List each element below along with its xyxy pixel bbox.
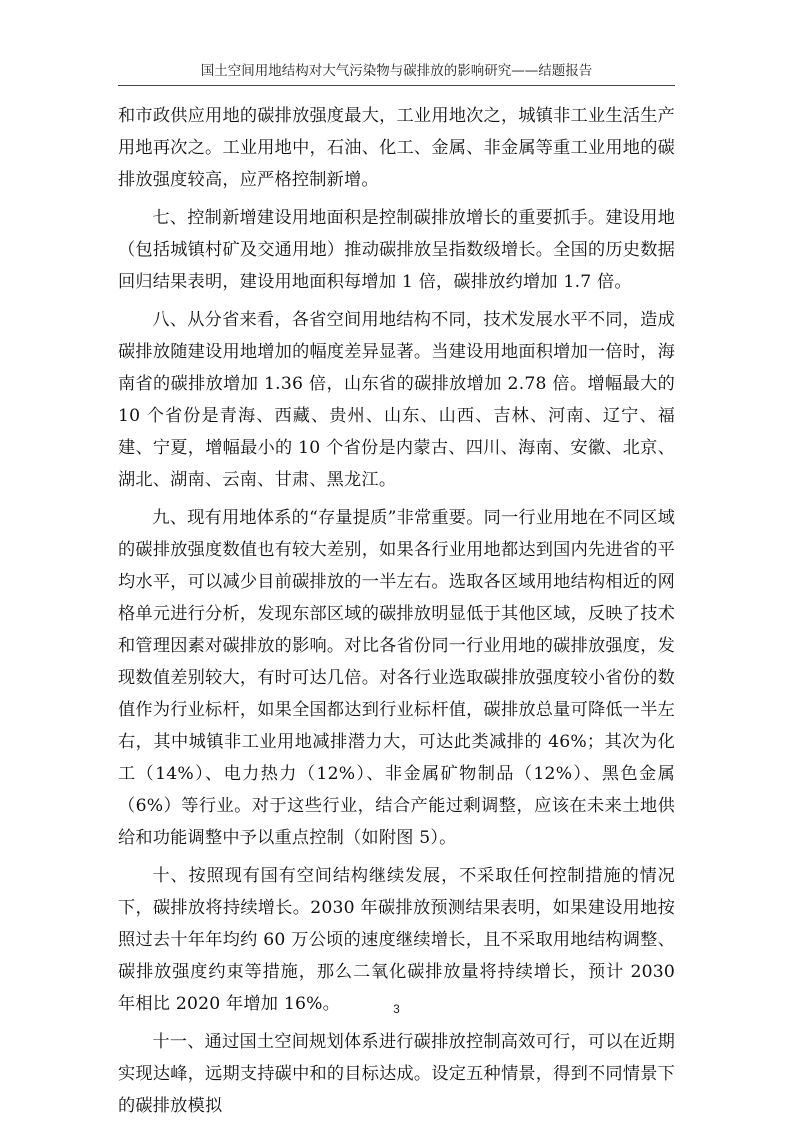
paragraph-point-8: 八、从分省来看，各省空间用地结构不同，技术发展水平不同，造成碳排放随建设用地增加的幅度差异显著。当建设用地面积增加一倍时，海南省的碳排放增加 1.36 倍，山东省的碳排放增加 2.78 倍。增幅最大的 10 个省份是青海、西藏、贵州、山东、山西、吉林、河南、辽宁、福建、宁夏，增幅最小的 10 个省份是内蒙古、四川、海南、安徽、北京、湖北、湖南、云南、甘肃、黑龙江。	[118, 310, 675, 490]
running-header	[118, 62, 675, 86]
running-header-title: 国土空间用地结构对大气污染物与碳排放的影响研究——结题报告	[200, 63, 593, 79]
paragraph-point-10: 十、按照现有国有空间结构继续发展，不采取任何控制措施的情况下，碳排放将持续增长。2030 年碳排放预测结果表明，如果建设用地按照过去十年年均约 60 万公顷的速度继续增长，且不采取用地结构调整、碳排放强度约束等措施，那么二氧化碳排放量将持续增长，预计 2030 年相比 2020 年增加 16%。	[118, 866, 675, 1014]
paragraph-point-9: 九、现有用地体系的“存量提质”非常重要。同一行业用地在不同区域的碳排放强度数值也有较大差别，如果各行业用地都达到国内先进省的平均水平，可以减少目前碳排放的一半左右。选取各区域用地结构相近的网格单元进行分析，发现东部区域的碳排放明显低于其他区域，反映了技术和管理因素对碳排放的影响。对比各省份同一行业用地的碳排放强度，发现数值差别较大，有时可达几倍。对各行业选取碳排放强度较小省份的数值作为行业标杆，如果全国都达到行业标杆值，碳排放总量可降低一半左右，其中城镇非工业用地减排潜力大，可达此类减排的 46%；其次为化工（14%）、电力热力（12%）、非金属矿物制品（12%）、黑色金属（6%）等行业。对于这些行业，结合产能过剩调整，应该在未来土地供给和功能调整中予以重点控制（如附图 5）。	[118, 508, 675, 848]
paragraph-point-11: 十一、通过国土空间规划体系进行碳排放控制高效可行，可以在近期实现达峰，远期支持碳中和的目标达成。设定五种情景，得到不同情景下的碳排放模拟	[118, 1032, 675, 1116]
page-number: 3	[393, 1002, 400, 1016]
paragraph-point-7: 七、控制新增建设用地面积是控制碳排放增长的重要抓手。建设用地（包括城镇村矿及交通用地）推动碳排放呈指数级增长。全国的历史数据回归结果表明，建设用地面积每增加 1 倍，碳排放约增加 1.7 倍。	[118, 208, 675, 292]
body-text	[118, 100, 675, 1128]
paragraph-continuation: 和市政供应用地的碳排放强度最大，工业用地次之，城镇非工业生活生产用地再次之。工业用地中，石油、化工、金属、非金属等重工业用地的碳排放强度较高，应严格控制新增。	[118, 106, 675, 190]
